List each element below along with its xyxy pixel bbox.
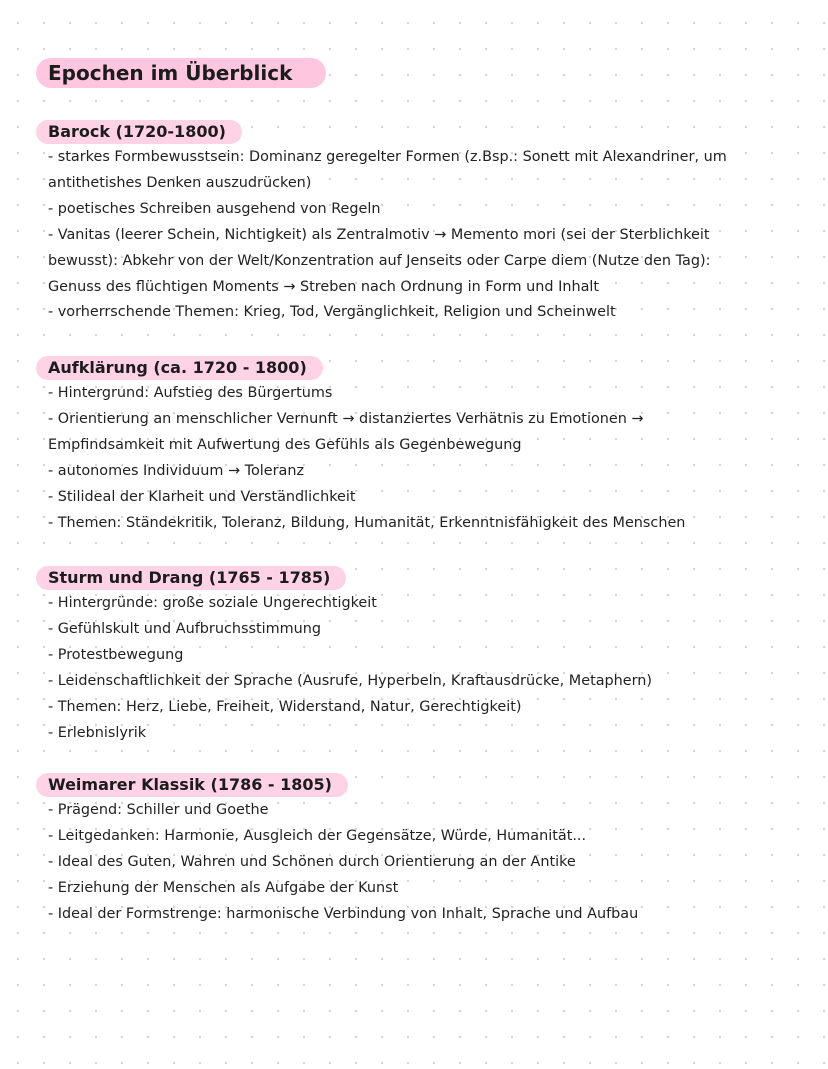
text-line: - Prägend: Schiller und Goethe (48, 802, 269, 818)
text-line: - starkes Formbewusstsein: Dominanz geregelter Formen (z.Bsp.: Sonett mit Alexandriner, um (48, 149, 727, 165)
text-line: - Hintergrund: Aufstieg des Bürgertums (48, 385, 333, 401)
section-barock (48, 120, 808, 326)
text-line: - Hintergründe: große soziale Ungerechtigkeit (48, 595, 377, 611)
text-line: - Themen: Ständekritik, Toleranz, Bildung, Humanität, Erkenntnisfähigkeit des Menschen (48, 514, 686, 531)
text-line: Empfindsamkeit mit Aufwertung des Gefühls als Gegenbewegung (48, 436, 522, 453)
section-aufklaerung (48, 356, 808, 536)
section-heading: Weimarer Klassik (1786 - 1805) (36, 773, 348, 797)
text-line: antithetishes Denken auszudrücken) (48, 174, 312, 191)
text-line: - Ideal der Formstrenge: harmonische Verbindung von Inhalt, Sprache und Aufbau (48, 905, 639, 922)
text-line: - Orientierung an menschlicher Vernunft → distanziertes Verhätnis zu Emotionen → (48, 410, 644, 427)
text-line: - Ideal des Guten, Wahren und Schönen durch Orientierung an der Antike (48, 853, 576, 870)
text-line: - Stilideal der Klarheit und Verständlichkeit (48, 488, 356, 505)
text-line: - Leidenschaftlichkeit der Sprache (Ausrufe, Hyperbeln, Kraftausdrücke, Metaphern) (48, 672, 653, 689)
section-sturm-und-drang (48, 566, 808, 746)
section-heading: Sturm und Drang (1765 - 1785) (36, 566, 346, 590)
text-line: - Themen: Herz, Liebe, Freiheit, Widerstand, Natur, Gerechtigkeit) (48, 698, 522, 715)
text-line: - Erziehung der Menschen als Aufgabe der Kunst (48, 879, 399, 896)
section-weimarer-klassik (48, 773, 808, 928)
section-heading: Barock (1720-1800) (36, 120, 242, 144)
text-line: - Gefühlskult und Aufbruchsstimmung (48, 620, 322, 637)
section-heading: Aufklärung (ca. 1720 - 1800) (36, 356, 323, 380)
text-line: - poetisches Schreiben ausgehend von Regeln (48, 200, 381, 217)
text-line: - Leitgedanken: Harmonie, Ausgleich der Gegensätze, Würde, Humanität... (48, 827, 587, 844)
page-title: Epochen im Überblick (36, 58, 326, 88)
text-line: Genuss des flüchtigen Moments → Streben nach Ordnung in Form und Inhalt (48, 278, 600, 295)
text-line: - Protestbewegung (48, 646, 184, 663)
text-line: - Erlebnislyrik (48, 724, 147, 741)
text-line: - autonomes Individuum → Toleranz (48, 462, 305, 479)
text-line: - vorherrschende Themen: Krieg, Tod, Vergänglichkeit, Religion und Scheinwelt (48, 304, 616, 321)
text-line: bewusst): Abkehr von der Welt/Konzentration auf Jenseits oder Carpe diem (Nutze den Tag): (48, 252, 711, 269)
text-line: - Vanitas (leerer Schein, Nichtigkeit) als Zentralmotiv → Memento mori (sei der Sterblichkeit (48, 226, 710, 243)
